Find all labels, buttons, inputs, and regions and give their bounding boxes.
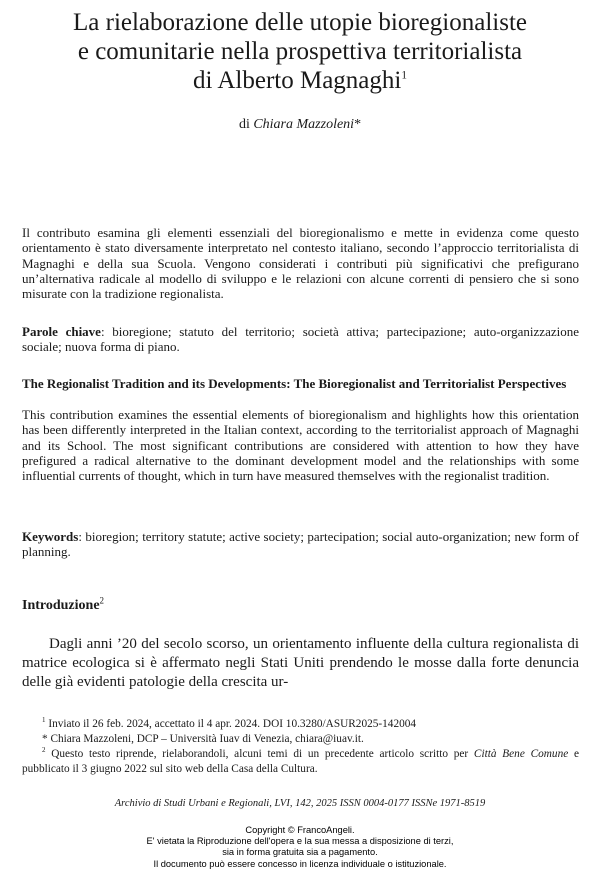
footnote-author: * Chiara Mazzoleni, DCP – Università Iuav di Venezia, chiara@iuav.it. xyxy=(42,733,364,745)
abstract-italian: Il contributo esamina gli elementi essenziali del bioregionalismo e mette in evidenza come questo orientamento è stato diversamente interpretato nel contesto italiano, secondo l’approccio territorialista di Magnaghi e della sua Scuola. Vengono considerati i contributi più significativi che prefigurano un’alternativa radicale al modello di sviluppo e le relazioni con alcune correnti di pensiero che si sono misurate con la tradizione regionalista. xyxy=(22,225,579,302)
footnote-1-mark: 1 xyxy=(42,716,46,725)
copyright-line-2: E' vietata la Riproduzione dell'opera e la sua messa a disposizione di terzi, xyxy=(146,836,454,847)
footnote-1 xyxy=(22,717,579,732)
copyright-line-1: Copyright © FrancoAngeli. xyxy=(245,825,355,835)
footnote-2 xyxy=(22,747,579,777)
author-byline xyxy=(0,117,600,133)
title-line-1: La rielaborazione delle utopie bioregionaliste xyxy=(73,9,527,36)
footnote-2-text-a: Questo testo riprende, rielaborandoli, alcuni temi di un precedente articolo scritto per xyxy=(45,748,474,760)
title-line-3-text: di Alberto Magnaghi xyxy=(193,67,402,94)
article-title xyxy=(20,8,580,95)
footnote-2-mark: 2 xyxy=(42,746,46,755)
keywords-english-list: : bioregion; territory statute; active society; partecipation; social auto-organization; new form of planning. xyxy=(22,529,579,560)
english-title: The Regionalist Tradition and its Developments: The Bioregionalist and Territorialist Perspectives xyxy=(22,376,567,391)
title-line-2: e comunitarie nella prospettiva territorialista xyxy=(77,38,523,65)
footnote-1-text: Inviato il 26 feb. 2024, accettato il 4 apr. 2024. DOI 10.3280/ASUR2025-142004 xyxy=(45,718,417,730)
author-footnote-mark[interactable]: * xyxy=(354,117,362,132)
section-heading-introduzione xyxy=(22,595,105,614)
journal-citation: Archivio di Studi Urbani e Regionali, LVI, 142, 2025 ISSN 0004-0177 ISSNe 1971-8519 xyxy=(114,798,486,809)
author-prefix: di xyxy=(238,117,254,132)
keywords-italian-list: : bioregione; statuto del territorio; società attiva; partecipazione; auto-organizzazione sociale; nuova forma di piano. xyxy=(22,324,579,355)
footnotes xyxy=(22,717,579,777)
title-line-3 xyxy=(20,66,580,95)
footnote-2-text-b: e pubblicato il 3 giugno 2022 sul sito web della Casa della Cultura. xyxy=(22,748,579,775)
copyright-line-3: sia in forma gratuita sia a pagamento. xyxy=(222,847,378,858)
footnote-2-italic: Città Bene Comune xyxy=(473,748,569,760)
section-heading-text: Introduzione xyxy=(22,598,100,613)
keywords-italian xyxy=(22,324,579,355)
copyright-line-4: Il documento può essere concesso in licenza individuale o istituzionale. xyxy=(153,858,447,869)
copyright-notice xyxy=(0,825,600,870)
section-footnote-mark[interactable]: 2 xyxy=(99,595,105,606)
author-name: Chiara Mazzoleni xyxy=(253,117,355,132)
keywords-english-label: Keywords xyxy=(22,529,79,544)
keywords-italian-label: Parole chiave xyxy=(22,324,101,339)
abstract-english: This contribution examines the essential elements of bioregionalism and highlights how this orientation has been differently interpreted in the Italian context, according to the territorialist approach of Magnaghi and its School. The most significant contributions are considered with attention to how they have prefigured a radical alternative to the dominant development model and the relationships with some influential currents of thought, which in turn have measured themselves with the regionalist tradition. xyxy=(22,407,579,484)
body-paragraph: Dagli anni ’20 del secolo scorso, un orientamento influente della cultura regionalista di matrice ecologica si è affermato negli Stati Uniti prendendo le mosse dalla forte denuncia delle già evidenti patologie della crescita ur- xyxy=(22,636,579,690)
keywords-english xyxy=(22,529,579,560)
title-footnote-mark[interactable]: 1 xyxy=(401,69,407,82)
